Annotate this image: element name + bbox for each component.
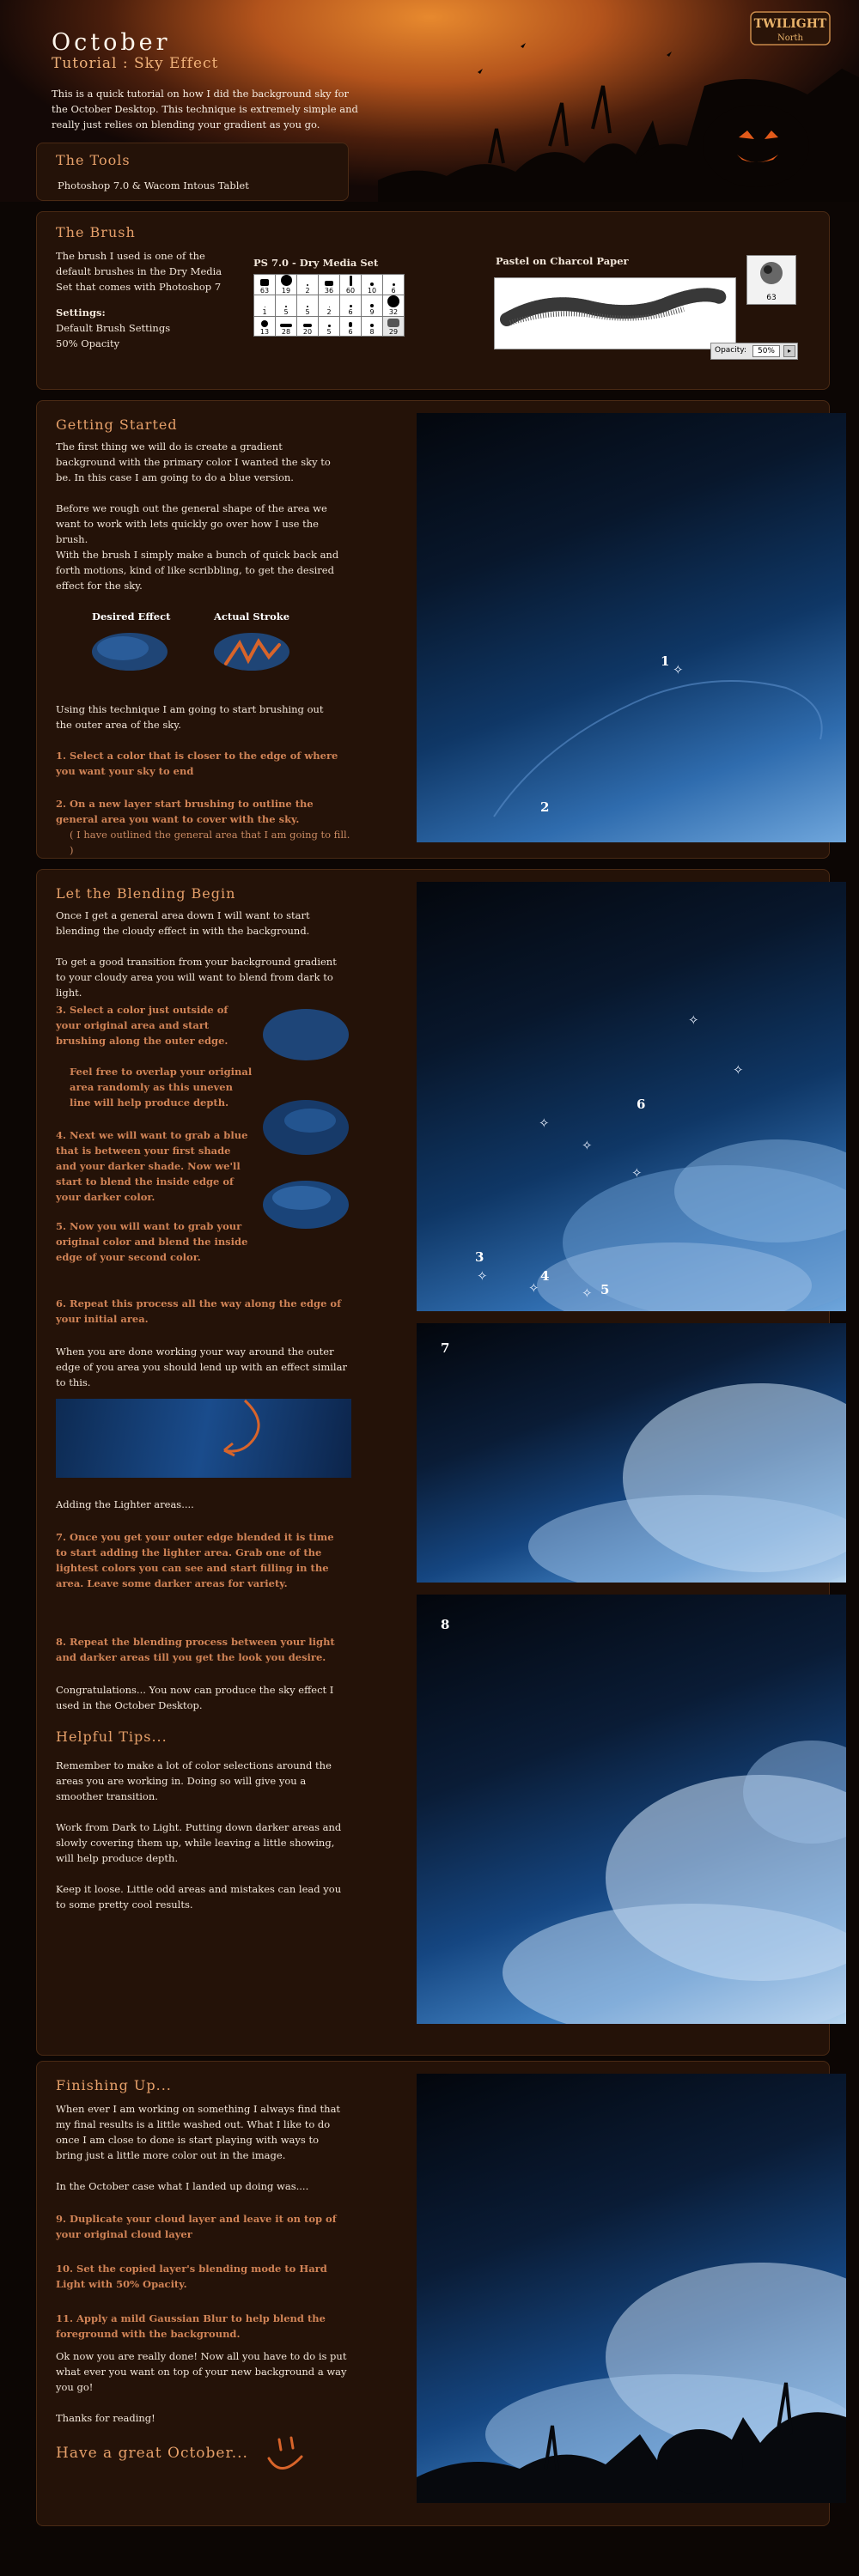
brush-thumbnail-size: 63: [766, 294, 777, 302]
brush-preset-cell: 5: [297, 295, 319, 317]
brush-effect-example: [88, 626, 320, 679]
brush-heading: The Brush: [56, 224, 136, 240]
blending-heading: Let the Blending Begin: [56, 885, 236, 902]
brush-preset-cell: 20: [297, 317, 319, 337]
sparkle-icon: ✧: [582, 1285, 593, 1301]
brush-stroke-graphic: [495, 278, 735, 349]
sparkle-icon: ✧: [477, 1268, 488, 1284]
chevron-right-icon[interactable]: ▸: [783, 345, 795, 357]
finishing-p1: When ever I am working on something I always find that my final results is a little washed out. What I like to do once I am close to done is start playing with ways to bring just a little more color out in the image.: [56, 2103, 341, 2161]
smiley-doodle-icon: [264, 2434, 310, 2482]
marker-7: 7: [441, 1340, 450, 1356]
sky-image-step-8: [417, 1595, 846, 2024]
brush-preset-cell: 19: [276, 275, 297, 295]
marker-6: 6: [637, 1097, 646, 1112]
brush-section: [36, 211, 830, 390]
brush-preset-cell: 1: [254, 295, 276, 317]
finishing-p3: Ok now you are really done! Now all you have to do is put what ever you want on top of your new background a way you go!: [56, 2350, 347, 2393]
finishing-p2: In the October case what I landed up doing was....: [56, 2180, 309, 2192]
settings-line-2: 50% Opacity: [56, 337, 120, 349]
brush-preset-cell: 2: [319, 295, 340, 317]
getting-started-p1: The first thing we will do is create a gradient background with the primary color I wanted the sky to be. In this case I am going to do a blue version.: [56, 440, 331, 483]
lighter-areas-label: Adding the Lighter areas....: [56, 1498, 194, 1510]
edge-result-image: [56, 1399, 351, 1478]
settings-label: Settings:: [56, 307, 106, 319]
step-2-note: ( I have outlined the general area that I am going to fill. ): [70, 829, 350, 856]
getting-started-p3: With the brush I simply make a bunch of quick back and forth motions, kind of like scribbling, to get the desired effect for the sky.: [56, 549, 339, 592]
brush-text: The brush I used is one of the default brushes in the Dry Media Set that comes with Photoshop 7: [56, 250, 222, 293]
header-banner: [0, 0, 859, 202]
brush-preset-cell: 6: [383, 275, 405, 295]
brush-preset-cell: 60: [340, 275, 362, 295]
logo-word-1: TWILIGHT: [753, 17, 827, 31]
brush-thumbnail: [746, 255, 796, 305]
blending-section: [36, 869, 830, 2056]
brush-stroke-preview: [494, 277, 736, 349]
paper-brush-title: Pastel on Charcol Paper: [496, 255, 629, 267]
step-3-note: Feel free to overlap your original area randomly as this uneven line will help produce depth.: [70, 1066, 253, 1109]
sky-image-step-7: [417, 1323, 846, 1583]
step-5: 5. Now you will want to grab your original color and blend the inside edge of your second color.: [56, 1220, 248, 1263]
sparkle-icon: ✧: [528, 1280, 539, 1296]
sparkle-icon: ✧: [539, 1115, 550, 1131]
finishing-section: [36, 2061, 830, 2526]
sparkle-icon: ✧: [673, 662, 684, 677]
tools-section: [36, 143, 349, 201]
step-8: 8. Repeat the blending process between your light and darker areas till you get the look you desire.: [56, 1636, 335, 1663]
sparkle-icon: ✧: [582, 1138, 593, 1153]
marker-5: 5: [600, 1282, 610, 1297]
marker-8: 8: [441, 1617, 450, 1632]
step-11: 11. Apply a mild Gaussian Blur to help blend the foreground with the background.: [56, 2312, 326, 2340]
brush-preset-grid: [253, 274, 405, 337]
blending-p2: To get a good transition from your background gradient to your cloudy area you will want to blend from dark to light.: [56, 956, 337, 999]
brush-preset-cell: 32: [383, 295, 405, 317]
step-10: 10. Set the copied layer's blending mode to Hard Light with 50% Opacity.: [56, 2263, 327, 2290]
step-9: 9. Duplicate your cloud layer and leave it on top of your original cloud layer: [56, 2213, 337, 2240]
final-scene-graphic: [417, 2074, 846, 2503]
marker-4: 4: [540, 1268, 550, 1284]
tools-text: Photoshop 7.0 & Wacom Intous Tablet: [58, 179, 249, 191]
brush-preset-cell: 8: [362, 317, 383, 337]
brush-set-title: PS 7.0 - Dry Media Set: [253, 257, 379, 269]
blending-p5: Congratulations... You now can produce the sky effect I used in the October Desktop.: [56, 1684, 334, 1711]
finishing-p4: Thanks for reading!: [56, 2412, 155, 2424]
tip-2: Work from Dark to Light. Putting down darker areas and slowly covering them up, while leaving a little showing, will help produce depth.: [56, 1821, 342, 1864]
cloud-graphic: [417, 1595, 846, 2024]
brush-tip-graphic: [747, 256, 795, 290]
brush-preset-cell: 6: [340, 317, 362, 337]
brush-preset-cell: 2: [297, 275, 319, 295]
blend-swatches: [259, 999, 353, 1230]
getting-started-p2: Before we rough out the general shape of the area we want to work with lets quickly go over how I use the brush.: [56, 502, 327, 545]
curved-arrow-icon: [56, 1399, 351, 1478]
brush-preset-cell: 5: [276, 295, 297, 317]
brush-preset-cell: 63: [254, 275, 276, 295]
halloween-silhouette-graphic: [378, 34, 859, 202]
brush-preset-cell: 29: [383, 317, 405, 337]
brush-preset-cell: 6: [340, 295, 362, 317]
opacity-field[interactable]: 50%: [752, 345, 780, 357]
getting-started-p4: Using this technique I am going to start brushing out the outer area of the sky.: [56, 703, 324, 731]
sky-image-step-3-6: [417, 882, 846, 1311]
marker-2: 2: [540, 799, 550, 815]
tip-3: Keep it loose. Little odd areas and mistakes can lead you to some pretty cool results.: [56, 1883, 342, 1911]
step-1: 1. Select a color that is closer to the edge of where you want your sky to end: [56, 750, 338, 777]
signoff-text: Have a great October...: [56, 2445, 248, 2462]
tools-heading: The Tools: [56, 152, 131, 168]
actual-stroke-label: Actual Stroke: [214, 611, 290, 623]
twilight-north-logo: [749, 9, 832, 48]
marker-1: 1: [661, 653, 670, 669]
sparkle-icon: ✧: [688, 1012, 699, 1028]
final-sky-image: [417, 2074, 846, 2503]
page-title: October: [52, 29, 171, 56]
brush-preset-cell: 9: [362, 295, 383, 317]
intro-text: This is a quick tutorial on how I did the background sky for the October Desktop. This technique is extremely simple and really just relies on blending your gradient as you go.: [52, 88, 358, 131]
brush-preset-cell: 5: [319, 317, 340, 337]
blending-p3: When you are done working your way around the outer edge of you area you should lend up with an effect similar to this.: [56, 1346, 347, 1388]
brush-preset-cell: 10: [362, 275, 383, 295]
step-7: 7. Once you get your outer edge blended it is time to start adding the lighter area. Grab one of the lightest colors you can see and start filling in the area. Leave some darker areas for variety.: [56, 1531, 334, 1589]
tip-1: Remember to make a lot of color selections around the areas you are working in. Doing so will give you a smoother transition.: [56, 1759, 332, 1802]
tips-heading: Helpful Tips...: [56, 1728, 168, 1745]
page-subtitle: Tutorial : Sky Effect: [52, 55, 219, 72]
desired-effect-label: Desired Effect: [92, 611, 171, 623]
brush-preset-cell: 36: [319, 275, 340, 295]
opacity-label: Opacity:: [715, 346, 746, 355]
sparkle-icon: ✧: [631, 1165, 643, 1181]
step-2: 2. On a new layer start brushing to outline the general area you want to cover with the sky.: [56, 798, 314, 825]
brush-preset-cell: 13: [254, 317, 276, 337]
logo-word-2: North: [777, 33, 804, 43]
brush-preset-cell: 28: [276, 317, 297, 337]
opacity-control[interactable]: [710, 343, 798, 360]
marker-3: 3: [475, 1249, 484, 1265]
cloud-graphic: [417, 882, 846, 1311]
finishing-heading: Finishing Up...: [56, 2077, 172, 2093]
step-3: 3. Select a color just outside of your original area and start brushing along the outer edge.: [56, 1004, 228, 1047]
getting-started-section: [36, 400, 830, 859]
sky-image-step-1-2: [417, 413, 846, 842]
cloud-graphic: [417, 1323, 846, 1583]
sparkle-icon: ✧: [733, 1062, 744, 1078]
outline-guide-graphic: [417, 413, 846, 842]
step-6: 6. Repeat this process all the way along the edge of your initial area.: [56, 1297, 342, 1325]
blending-p1: Once I get a general area down I will want to start blending the cloudy effect in with the background.: [56, 909, 310, 937]
settings-line-1: Default Brush Settings: [56, 322, 171, 334]
getting-started-heading: Getting Started: [56, 416, 178, 433]
step-4: 4. Next we will want to grab a blue that is between your first shade and your darker shade. Now we'll start to blend the inside edge of your darker color.: [56, 1129, 248, 1203]
